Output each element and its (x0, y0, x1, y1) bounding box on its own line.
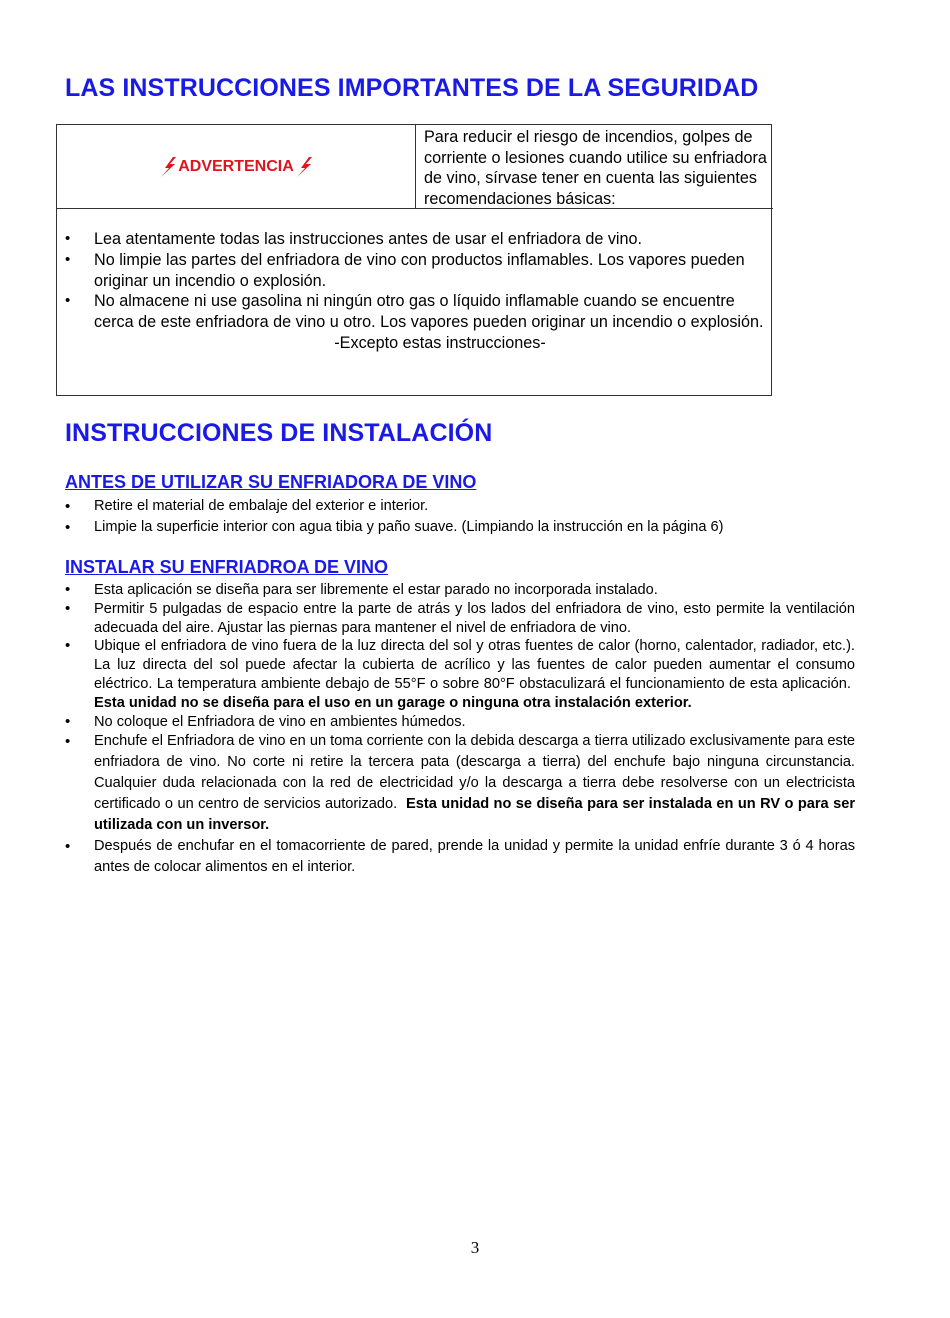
warning-item: • No limpie las partes del enfriadora de vino con productos inflamables. Los vapores pueden originar un incendio o explosión. (65, 250, 765, 292)
warning-item: • Lea atentamente todas las instrucciones antes de usar el enfriadora de vino. (65, 229, 765, 250)
page-number: 3 (470, 1238, 480, 1257)
list-item: • Después de enchufar en el tomacorriente de pared, prende la unidad y permite la unidad enfríe durante 3 ó 4 horas antes de colocar alimentos en el interior. (65, 836, 855, 878)
warning-intro: Para reducir el riesgo de incendios, golpes de corriente o lesiones cuando utilice su enfriadora de vino, sírvase tener en cuenta las siguientes recomendaciones básicas: (424, 128, 767, 208)
warning-list (65, 229, 765, 354)
warning-header-row (57, 125, 773, 209)
list-item: • No coloque el Enfriadora de vino en ambientes húmedos. (65, 713, 855, 732)
list-item-text: Enchufe el Enfriadora de vino en un toma corriente con la debida descarga a tierra utilizado exclusivamente para este enfriadora de vino. No corte ni retire la tercera pata (descarga a tierra) del enchufe bajo ninguna circunstancia. Cualquier duda relacionada con la red de electricidad y/o la descarga a tierra debe resolverse con un electricista certificado o un centro de servicios autorizado. (94, 733, 855, 813)
before-use-heading: ANTES DE UTILIZAR SU ENFRIADORA DE VINO (65, 472, 477, 492)
install-title: INSTRUCCIONES DE INSTALACIÓN (65, 419, 493, 447)
list-item: • Retire el material de embalaje del exterior e interior. (65, 496, 855, 517)
list-item (65, 731, 855, 836)
list-item: • Permitir 5 pulgadas de espacio entre la parte de atrás y los lados del enfriadora de vino, esto permite la ventilación adecuada del aire. Ajustar las piernas para mantener el nivel de enfriadora de vino. (65, 600, 855, 638)
warning-box (56, 124, 772, 396)
safety-title: LAS INSTRUCCIONES IMPORTANTES DE LA SEGURIDAD (65, 74, 759, 102)
before-use-list (65, 496, 855, 538)
list-item-bold-note: Esta unidad no se diseña para ser instalada en un RV o para ser utilizada con un inversor. (94, 796, 856, 834)
list-item-bold-note: Esta unidad no se diseña para el uso en un garage o ninguna otra instalación exterior. (94, 694, 692, 711)
list-item-text: Ubique el enfriadora de vino fuera de la luz directa del sol y otras fuentes de calor (horno, calentador, radiador, etc.). La luz directa del sol puede afectar la cubierta de acrílico y las fuentes de calor pueden aumentar el consumo eléctrico. La temperatura ambiente debajo de 55°F o sobre 80°F obstaculizará el funcionamiento de esta aplicación. (94, 638, 855, 692)
list-item: • Limpie la superficie interior con agua tibia y paño suave. (Limpiando la instrucción en la página 6) (65, 517, 855, 538)
install-heading: INSTALAR SU ENFRIADROA DE VINO (65, 557, 389, 577)
install-list (65, 581, 855, 878)
lightning-bolt-icon (295, 156, 313, 178)
warning-label-cell (57, 125, 416, 208)
warning-except-note: -Excepto estas instrucciones- (334, 333, 546, 352)
list-item (65, 637, 855, 712)
lightning-bolt-icon (159, 156, 177, 178)
warning-label: ADVERTENCIA (178, 157, 294, 175)
list-item: • Esta aplicación se diseña para ser libremente el estar parado no incorporada instalado. (65, 581, 855, 600)
warning-item: • No almacene ni use gasolina ni ningún otro gas o líquido inflamable cuando se encuentre cerca de este enfriadora de vino u otro. Los vapores pueden originar un incendio o explosión. (65, 291, 765, 333)
